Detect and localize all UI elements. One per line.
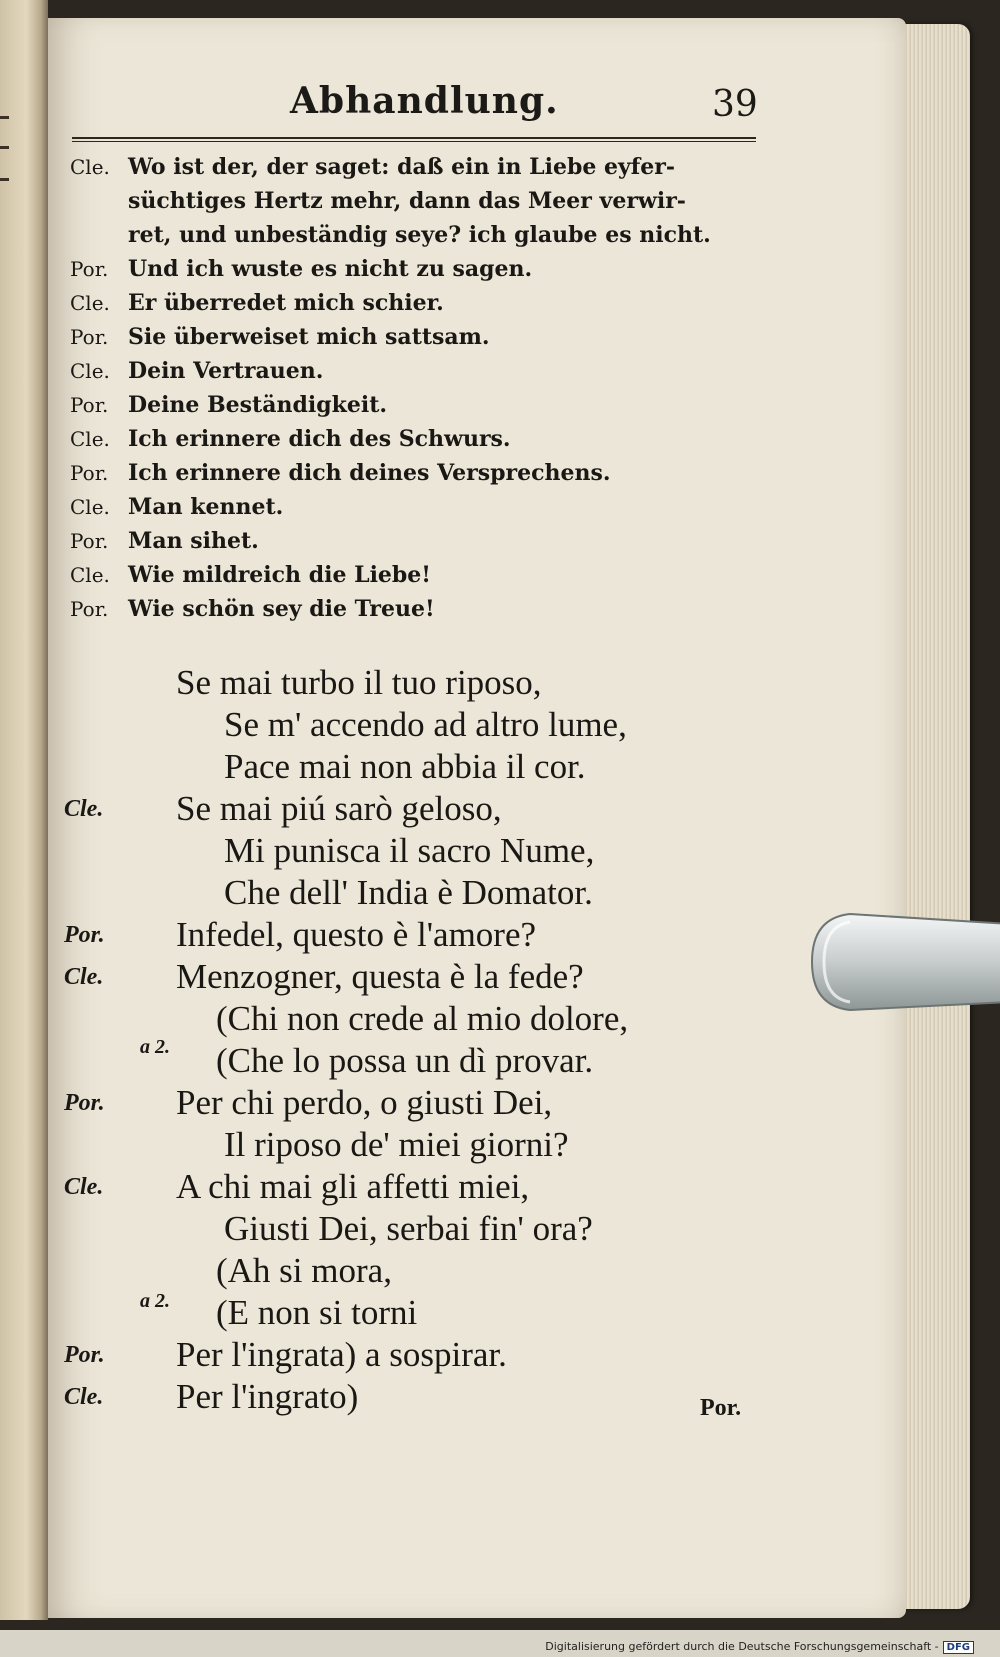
- speaker-label: Cle.: [64, 796, 104, 822]
- verse-line: [64, 704, 784, 746]
- verse-line: [64, 1082, 784, 1124]
- verse-line: [64, 662, 784, 704]
- verse-text: Per l'ingrato): [176, 1377, 359, 1416]
- dialogue-text: Er überredet mich schier.: [128, 290, 444, 316]
- speaker-label: Por.: [64, 1090, 105, 1116]
- italian-verse: [64, 662, 784, 1418]
- dialogue-line: [70, 150, 770, 184]
- speaker-label: Cle.: [70, 427, 110, 451]
- dialogue-line: [70, 456, 770, 490]
- speaker-label: Por.: [70, 257, 109, 281]
- speaker-label: Cle.: [64, 964, 104, 990]
- dialogue-text: süchtiges Hertz mehr, dann das Meer verwir-: [128, 188, 686, 214]
- dialogue-text: Ich erinnere dich deines Versprechens.: [128, 460, 611, 486]
- book-fore-edge: [895, 24, 970, 1609]
- dialogue-line: [70, 252, 770, 286]
- dialogue-line: [70, 558, 770, 592]
- verse-text: Che dell' India è Domator.: [224, 873, 593, 912]
- verse-text: Per chi perdo, o giusti Dei,: [176, 1083, 553, 1122]
- digitization-credit: [545, 1640, 974, 1654]
- verse-text: Infedel, questo è l'amore?: [176, 915, 537, 954]
- speaker-label: Por.: [64, 922, 105, 948]
- verse-text: (E non si torni: [216, 1293, 418, 1332]
- dialogue-text: Wie schön sey die Treue!: [128, 596, 435, 622]
- dialogue-text: ret, und unbeständig seye? ich glaube es nicht.: [128, 222, 711, 248]
- dialogue-line: [70, 184, 770, 218]
- dialogue-text: Deine Beständigkeit.: [128, 392, 388, 418]
- page-number: 39: [712, 84, 758, 125]
- dialogue-line: [70, 422, 770, 456]
- verse-line: [64, 1376, 784, 1418]
- dialogue-line: [70, 524, 770, 558]
- speaker-label: Cle.: [70, 563, 110, 587]
- verse-text: (Ah si mora,: [216, 1251, 392, 1290]
- dialogue-text: Wie mildreich die Liebe!: [128, 562, 431, 588]
- speaker-label: Cle.: [64, 1384, 104, 1410]
- dialogue-line: [70, 592, 770, 626]
- speaker-label: Por.: [70, 325, 109, 349]
- verse-line: [64, 830, 784, 872]
- header-rule: [72, 141, 756, 142]
- speaker-label: Por.: [64, 1342, 105, 1368]
- verse-text: Se mai piú sarò geloso,: [176, 789, 502, 828]
- credit-text: Digitalisierung gefördert durch die Deutsche Forschungsgemeinschaft -: [545, 1640, 939, 1653]
- verse-text: (Che lo possa un dì provar.: [216, 1041, 594, 1080]
- verse-line: [64, 956, 784, 998]
- verse-line: [64, 1040, 784, 1082]
- running-head: Abhandlung.: [290, 80, 559, 122]
- verse-line: [64, 1334, 784, 1376]
- header-rule: [72, 137, 756, 139]
- catchword: Por.: [700, 1395, 742, 1421]
- verse-text: Giusti Dei, serbai fin' ora?: [224, 1209, 593, 1248]
- dialogue-text: Und ich wuste es nicht zu sagen.: [128, 256, 533, 282]
- verse-text: Il riposo de' miei giorni?: [224, 1125, 569, 1164]
- page-clamp-clip: [810, 906, 1000, 1026]
- verse-text: Menzogner, questa è la fede?: [176, 957, 584, 996]
- verse-line: [64, 1208, 784, 1250]
- speaker-label: Por.: [70, 597, 109, 621]
- speaker-label: Cle.: [70, 155, 110, 179]
- dialogue-text: Sie überweiset mich sattsam.: [128, 324, 490, 350]
- verse-text: (Chi non crede al mio dolore,: [216, 999, 629, 1038]
- speaker-label: Cle.: [70, 495, 110, 519]
- left-page-mark: [0, 146, 9, 149]
- verse-line: [64, 788, 784, 830]
- dialogue-line: [70, 286, 770, 320]
- a2-marker: a 2.: [140, 1290, 170, 1312]
- left-page-mark: [0, 178, 9, 181]
- verse-text: Per l'ingrata) a sospirar.: [176, 1335, 507, 1374]
- verse-line: [64, 872, 784, 914]
- verse-line: [64, 1166, 784, 1208]
- verse-text: Se mai turbo il tuo riposo,: [176, 663, 542, 702]
- speaker-label: Cle.: [70, 359, 110, 383]
- verse-line: [64, 1124, 784, 1166]
- left-page-edge: [0, 0, 48, 1620]
- verse-text: Mi punisca il sacro Nume,: [224, 831, 595, 870]
- verse-text: A chi mai gli affetti miei,: [176, 1167, 530, 1206]
- dialogue-line: [70, 354, 770, 388]
- dialogue-line: [70, 490, 770, 524]
- dialogue-text: Ich erinnere dich des Schwurs.: [128, 426, 511, 452]
- dialogue-line: [70, 388, 770, 422]
- speaker-label: Cle.: [64, 1174, 104, 1200]
- dialogue-line: [70, 218, 770, 252]
- dialogue-line: [70, 320, 770, 354]
- dialogue-text: Dein Vertrauen.: [128, 358, 324, 384]
- speaker-label: Por.: [70, 529, 109, 553]
- dialogue-text: Man sihet.: [128, 528, 259, 554]
- dfg-logo: DFG: [943, 1641, 974, 1654]
- speaker-label: Cle.: [70, 291, 110, 315]
- verse-text: Pace mai non abbia il cor.: [224, 747, 586, 786]
- dialogue-text: Wo ist der, der saget: daß ein in Liebe eyfer-: [128, 154, 675, 180]
- verse-text: Se m' accendo ad altro lume,: [224, 705, 627, 744]
- speaker-label: Por.: [70, 461, 109, 485]
- dialogue-text: Man kennet.: [128, 494, 284, 520]
- german-dialogue: [70, 150, 770, 626]
- a2-marker: a 2.: [140, 1036, 170, 1058]
- speaker-label: Por.: [70, 393, 109, 417]
- verse-line: [64, 1250, 784, 1292]
- verse-line: [64, 998, 784, 1040]
- verse-line: [64, 746, 784, 788]
- verse-line: [64, 914, 784, 956]
- left-page-mark: [0, 116, 9, 119]
- verse-line: [64, 1292, 784, 1334]
